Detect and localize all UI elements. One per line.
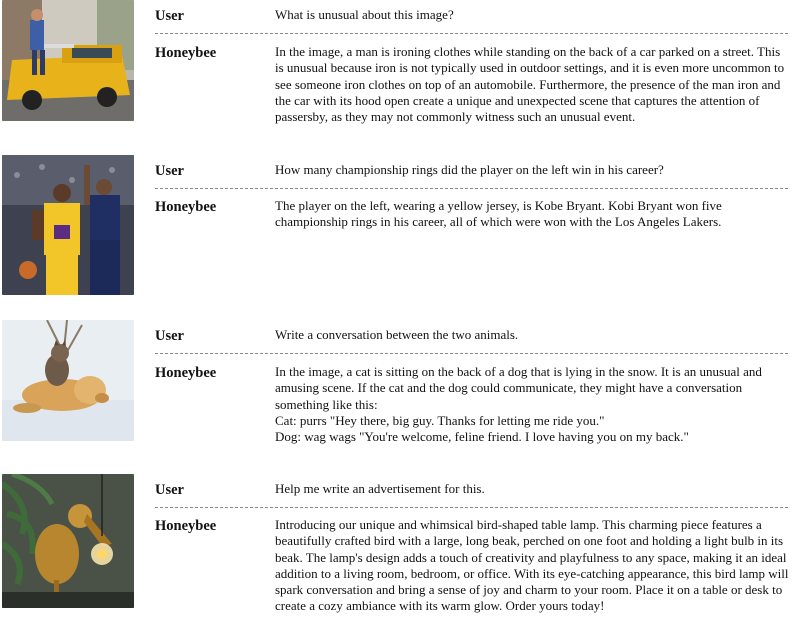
assistant-answer: In the image, a man is ironing clothes while standing on the back of a car parked on a street. This is unusual because iron is not typically used in outdoor settings, and it is even more uncommon to see someone iron clothes on top of an automobile. Furthermore, the presence of the man iron and the car with its hood open create a unique and unexpected scene that captures the attention of passersby, as they may not commonly witness such an unusual event. — [275, 44, 785, 125]
user-question: What is unusual about this image? — [275, 7, 454, 22]
speaker-label-user: User — [155, 163, 184, 179]
speaker-label-assistant: Honeybee — [155, 199, 217, 215]
speaker-label-assistant: Honeybee — [155, 365, 217, 381]
basketball-players-photo — [2, 155, 134, 295]
assistant-answer: Introducing our unique and whimsical bird-shaped table lamp. This charming piece features a beautifully crafted bird with a large, long beak, perched on one foot and holding a light bulb in its beak. The lamp's design adds a touch of creativity and playfulness to any space, making it an ideal addition to a living room, bedroom, or office. With its eye-catching appearance, this bird lamp will spark conversation and bring a sense of joy and charm to your room. Place it on a table or desk to create a cozy ambiance with its warm glow. Order yours today! — [275, 517, 789, 614]
man-ironing-on-taxi-photo — [2, 0, 134, 121]
turn-divider — [155, 353, 788, 354]
user-question: Write a conversation between the two animals. — [275, 327, 519, 342]
speaker-label-user: User — [155, 482, 184, 498]
assistant-answer: In the image, a cat is sitting on the back of a dog that is lying in the snow. It is an unusual and amusing scene. If the cat and the dog could communicate, they might have a conversation something like this: Cat: purrs "Hey there, big guy. Thanks for letting me ride you." Dog: wag wags "You're welcome, feline friend. I love having you on my back." — [275, 364, 762, 445]
turn-divider — [155, 188, 788, 189]
turn-divider — [155, 33, 788, 34]
user-question: Help me write an advertisement for this. — [275, 481, 485, 496]
bird-table-lamp-photo — [2, 474, 134, 608]
speaker-label-assistant: Honeybee — [155, 518, 217, 534]
assistant-answer: The player on the left, wearing a yellow jersey, is Kobe Bryant. Kobi Bryant won five championship rings in his career, all of which were won with the Los Angeles Lakers. — [275, 198, 722, 230]
user-question: How many championship rings did the player on the left win in his career? — [275, 162, 664, 177]
cat-riding-dog-in-snow-photo — [2, 320, 134, 441]
speaker-label-assistant: Honeybee — [155, 45, 217, 61]
turn-divider — [155, 507, 788, 508]
speaker-label-user: User — [155, 328, 184, 344]
speaker-label-user: User — [155, 8, 184, 24]
